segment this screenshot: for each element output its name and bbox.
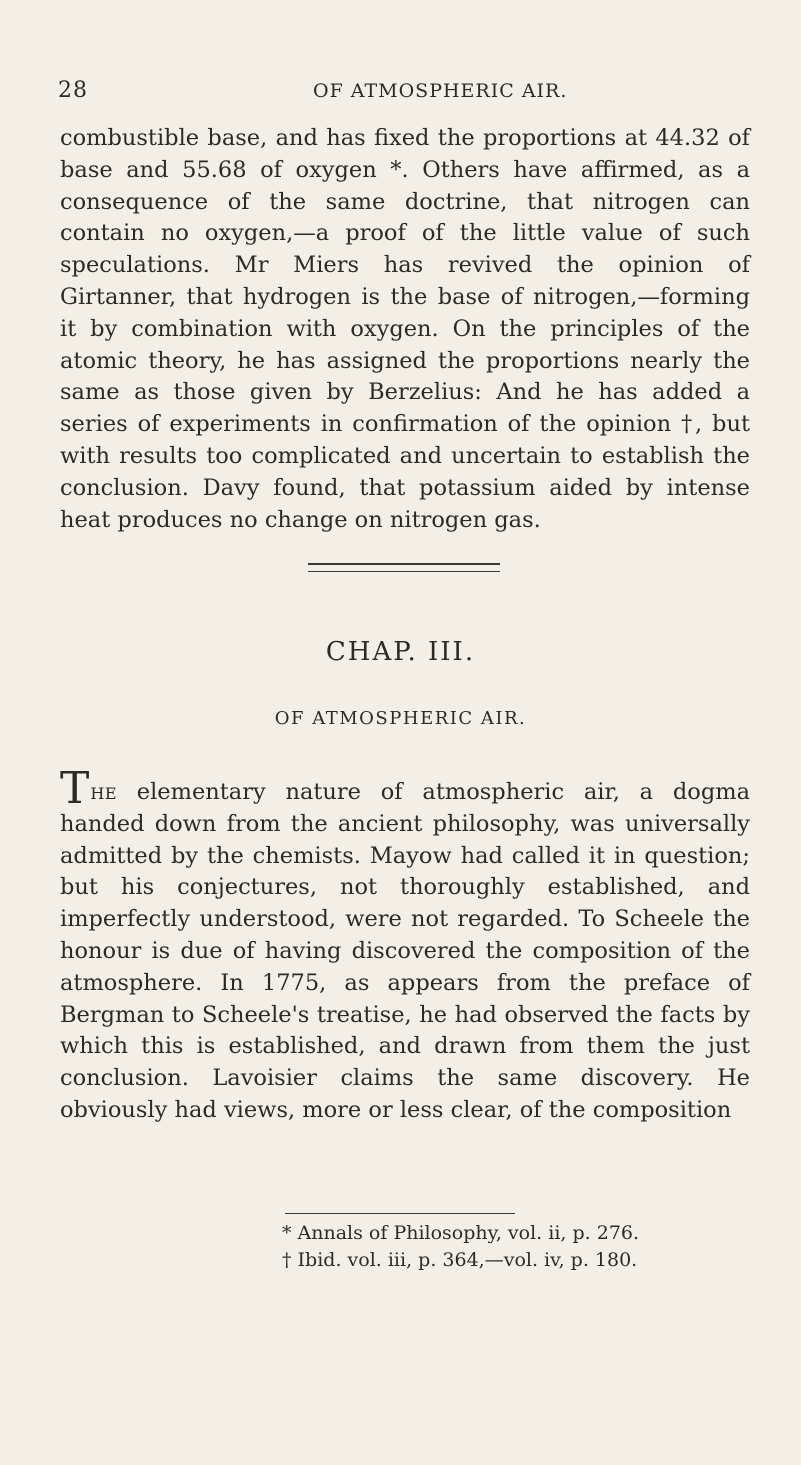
page-number: 28 <box>58 78 88 103</box>
paragraph-continuation: combustible base, and has fixed the proportions at 44.32 of base and 55.68 of oxygen *. Others have affirmed, as a consequence of the same doctrine, that nitrogen can contain no oxygen,—a proof of the little value of such speculations. Mr Miers has revived the opinion of Girtanner, that hydrogen is the base of nitrogen,—forming it by combination with oxygen. On the principles of the atomic theory, he has assigned the proportions nearly the same as those given by Berzelius: And he has added a series of experiments in confirmation of the opinion †, but with results too complicated and uncertain to establish the conclusion. Davy found, that potassium aided by intense heat produces no change on nitrogen gas. <box>60 125 750 533</box>
footnote-rule <box>285 1213 515 1214</box>
chapter-opening-paragraph <box>60 763 750 1127</box>
footnote-2: † Ibid. vol. iii, p. 364,—vol. iv, p. 180. <box>282 1249 638 1271</box>
chapter-heading: CHAP. III. <box>325 637 476 667</box>
section-divider <box>308 563 500 572</box>
running-head <box>58 78 758 108</box>
paragraph-body: elementary nature of atmospheric air, a dogma handed down from the ancient philosophy, was universally admitted by the chemists. Mayow had called it in question; but his conjectures, not thoroughly established, and imperfectly understood, were not regarded. To Scheele the honour is due of having discovered the composition of the atmosphere. In 1775, as appears from the preface of Bergman to Scheele's treatise, he had observed the facts by which this is established, and drawn from them the just conclusion. Lavoisier claims the same discovery. He obviously had views, more or less clear, of the composition <box>60 779 750 1123</box>
drop-cap: T <box>60 763 90 814</box>
running-head-title: OF ATMOSPHERIC AIR. <box>313 80 568 102</box>
small-caps-word: he <box>90 779 117 805</box>
footnotes <box>282 1220 639 1274</box>
footnote-1: * Annals of Philosophy, vol. ii, p. 276. <box>282 1222 640 1244</box>
chapter-subtitle: OF ATMOSPHERIC AIR. <box>274 708 527 729</box>
